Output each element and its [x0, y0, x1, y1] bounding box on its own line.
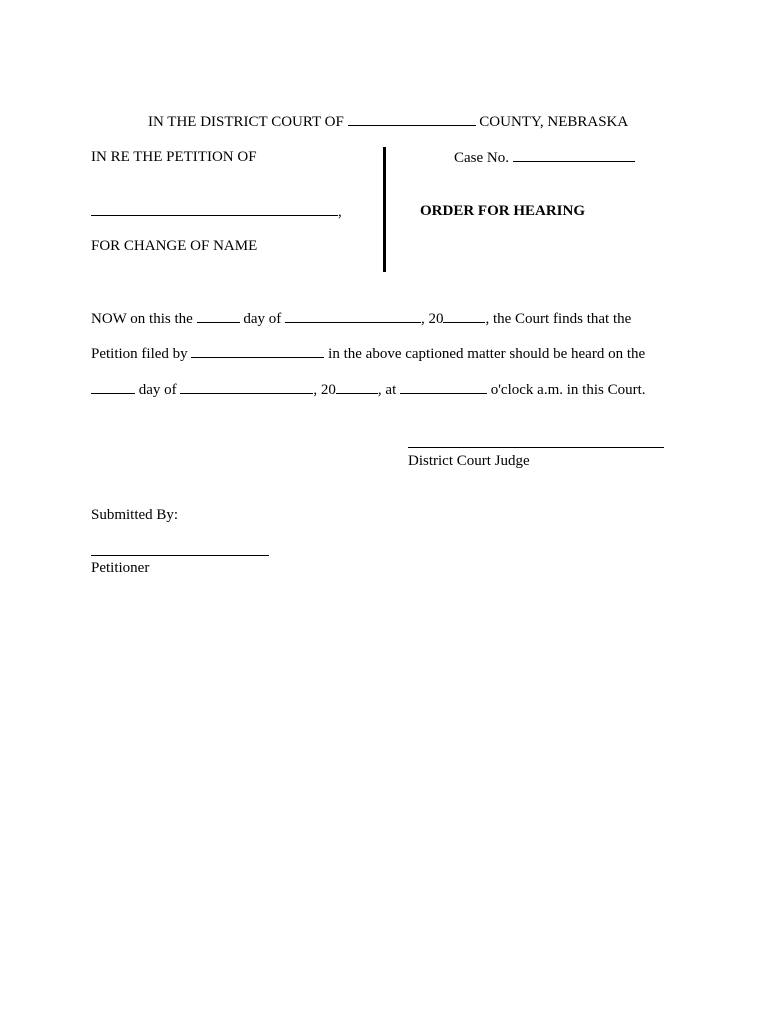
day-blank-1[interactable]: [197, 309, 240, 323]
court-caption: [148, 112, 628, 131]
year-blank-1[interactable]: [443, 309, 485, 323]
petitioner-signature-label: Petitioner: [91, 560, 150, 576]
judge-signature-line[interactable]: [408, 447, 664, 448]
court-caption-prefix: IN THE DISTRICT COURT OF: [148, 114, 344, 130]
judge-signature-label: District Court Judge: [408, 453, 530, 469]
case-number-label: Case No.: [454, 150, 509, 166]
body-line-2-a: Petition filed by: [91, 346, 188, 362]
change-of-name-label: FOR CHANGE OF NAME: [91, 238, 258, 254]
submitted-by-label: Submitted By:: [91, 507, 179, 523]
petitioner-signature-line[interactable]: [91, 555, 269, 556]
day-blank-2[interactable]: [91, 380, 135, 394]
body-line-1-a: NOW on this the: [91, 311, 193, 327]
body-line-2: [91, 344, 645, 363]
time-blank[interactable]: [400, 380, 487, 394]
body-line-3-a: day of: [138, 382, 177, 398]
caption-divider: [383, 147, 386, 272]
body-line-1: [91, 309, 631, 328]
county-blank[interactable]: [348, 112, 476, 126]
body-line-3-b: , 20: [313, 382, 336, 398]
body-line-2-b: in the above captioned matter should be heard on the: [328, 346, 646, 362]
petitioner-name-line: [91, 202, 342, 221]
court-caption-suffix: COUNTY, NEBRASKA: [479, 114, 629, 130]
filed-by-blank[interactable]: [191, 344, 324, 358]
body-line-1-c: , 20: [420, 311, 444, 327]
month-blank-2[interactable]: [180, 380, 313, 394]
in-re-petition-label: IN RE THE PETITION OF: [91, 149, 257, 165]
body-line-1-d: , the Court finds that the: [485, 311, 632, 327]
case-number-blank[interactable]: [513, 148, 635, 162]
case-number-line: [454, 148, 635, 167]
body-line-1-b: day of: [243, 311, 282, 327]
petitioner-name-blank[interactable]: [91, 202, 338, 216]
order-title: ORDER FOR HEARING: [420, 203, 586, 219]
body-line-3-d: o'clock a.m. in this Court.: [490, 382, 646, 398]
petitioner-name-comma: ,: [338, 204, 342, 220]
body-line-3-c: , at: [377, 382, 397, 398]
body-line-3: [91, 380, 646, 399]
year-blank-2[interactable]: [336, 380, 378, 394]
month-blank-1[interactable]: [285, 309, 421, 323]
